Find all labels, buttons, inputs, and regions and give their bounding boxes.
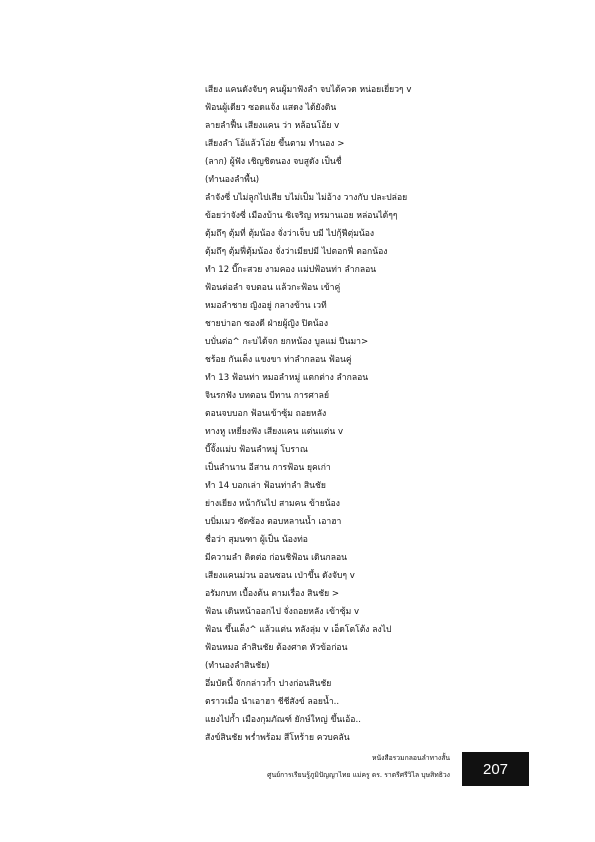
- verse-line: ฟ้อนผู้เดียว ซอดแจ้ง แสดง ได้ยังดิน: [205, 103, 337, 113]
- verse-line: (ทำนองลำพื้น): [205, 175, 260, 185]
- verse-line: ชร้อย กันเต็ง แขงขา ท่าลำกลอน ฟ้อนคู่: [205, 355, 352, 365]
- verse-line: ตุ้มถึๆ ตุ้มที่ ตุ้มน้อง จั่งว่าเจ็บ บมี ไปกุ้ฟีตุ่มน้อง: [205, 229, 375, 239]
- verse-line: ย่างเยียง หน้ากันไป สามคน ข้ายน้อง: [205, 499, 341, 509]
- verse-line: ฟ้อนหมอ ลำสินชัย ต้องศาต หัวข้อก่อน: [205, 643, 348, 653]
- verse-line: ชื่อว่า สุมนฑา ผู้เป็น น้องท่อ: [205, 535, 308, 545]
- verse-line: ลำจังซี่ บไม่ลูกไปเสีย บไม่เป็ม ไม่อ้าง วางกับ ปละปล่อย: [205, 193, 408, 203]
- verse-line: ตราวเมื่อ นำเอาฮา ชีชีสังข์ ลอยน้ำ..: [205, 697, 340, 707]
- verse-block: [205, 81, 505, 747]
- verse-line: อึ่มบัดนี้ จักกล่าวก้ำ ปางก่อนสินชัย: [205, 679, 332, 689]
- verse-line: บบั่นต่อ^ กะบได้จก ยกหน้อง บูลแม่ ปีนมา>: [205, 337, 369, 347]
- verse-line: สังข์สินชัย พร่ำพร้อม สีโหร้าย ควบคลัน: [205, 733, 350, 743]
- verse-line: (ทำนองลำสินชัย): [205, 661, 270, 671]
- verse-line: ลายลำฟื้น เสียงแคน ว่า หล้อนโอ้ย v: [205, 121, 340, 131]
- footer-book-title: หนังสือรวมกลอนลำทางสั้น: [371, 754, 450, 762]
- verse-line: (ลาก) ผู้ฟัง เชิญชิดนอง จบสูดัง เป็นชื่: [205, 157, 342, 167]
- verse-line: เสียงแคนม่วน ออนซอน เป่าขึ้น ดังจับๆ v: [205, 571, 355, 581]
- verse-line: ทางหู เหยี่ยงฟัง เสียงแคน แต่นแต่น v: [205, 427, 344, 437]
- verse-line: ทำ 13 ฟ้อนท่า หมอลำหมู่ แตกต่าง ลำกลอน: [205, 373, 369, 383]
- verse-line: แยงไปก้ำ เมืองกุมภัณฑ์ ยักษ์ใหญ่ ขึ้นเอ้อ..: [205, 715, 361, 725]
- verse-line: ฟ้อนต่อลำ จบตอน แล้วกะฟ้อน เข้าคู่: [205, 283, 341, 293]
- verse-line: เป็นลำนาน อีสาน การฟ้อน ยุคเก่า: [205, 463, 331, 473]
- verse-line: ชายบ่าอก ซองดี ฝ่ายผู้ญิง ปิดน้อง: [205, 319, 329, 329]
- verse-line: หมอลำชาย ญิงอยู่ กลางข้าน เวที: [205, 301, 327, 311]
- verse-line: เสียง แคนดังจับๆ คนผู้มาฟังลำ จบได้ควด หน่อยเยี่ยวๆ v: [205, 85, 412, 95]
- verse-line: ฟ้อน เดินหน้าออกไป จั่งถอยหลัง เข้าซุ้ม v: [205, 607, 360, 617]
- verse-line: บบิ่มเมว ซัดซ้อง ตอบหลานน้ำ เอาฮา: [205, 517, 342, 527]
- verse-line: ทำ 14 บอกเล่า ฟ้อนท่าลำ สินชัย: [205, 481, 326, 491]
- verse-line: จินรกฟัง บทตอน บีทาน การศาลย์: [205, 391, 329, 401]
- verse-line: ตุ้มถึๆ ตุ้มฟี่ตุ้มน้อง จั่งว่าเมียปมี ไปตอกฟี่ ตอกน้อง: [205, 247, 388, 257]
- verse-line: อรัมกบท เบื้องต้น ตามเรื่อง สินชัย >: [205, 589, 340, 599]
- verse-line: ทำ 12 บี๊กะสวย งามคอง แม่ปฟ้อนท่า ลำกลอน: [205, 265, 377, 275]
- verse-line: มีความลำ ติดต่อ ก่อนชิฟ้อน เดินกลอน: [205, 553, 348, 563]
- footer-credit: ศูนย์การเรียนรู้ภูมิปัญญาไทย แม่ครู ดร. ราตรีศรีวิไล บุษสิทธิวง: [267, 771, 450, 779]
- verse-line: เสียงลำ โอ้แล้วโอ่ย ขึ้นตาม ทำนอง >: [205, 139, 345, 149]
- verse-line: บี๊จั้งแม่บ ฟ้อนลำหมู่ โบราณ: [205, 445, 308, 455]
- verse-line: ข้อยว่าจังซี่ เมืองบ้าน ซิเจริญ ทรมานเอย หล่อนได้ๆๆ: [205, 211, 398, 221]
- verse-line: ตอนจบบอก ฟ้อนเข้าซุ้ม ถอยหลัง: [205, 409, 327, 419]
- verse-line: ฟ้อน ขึ้นเต็ง^ แล้วแต่น หลังลุ่ม v เอ็ดโตโต้ง ลงไป: [205, 625, 392, 635]
- page-number-box: [462, 752, 529, 786]
- page-number: 207: [482, 760, 509, 778]
